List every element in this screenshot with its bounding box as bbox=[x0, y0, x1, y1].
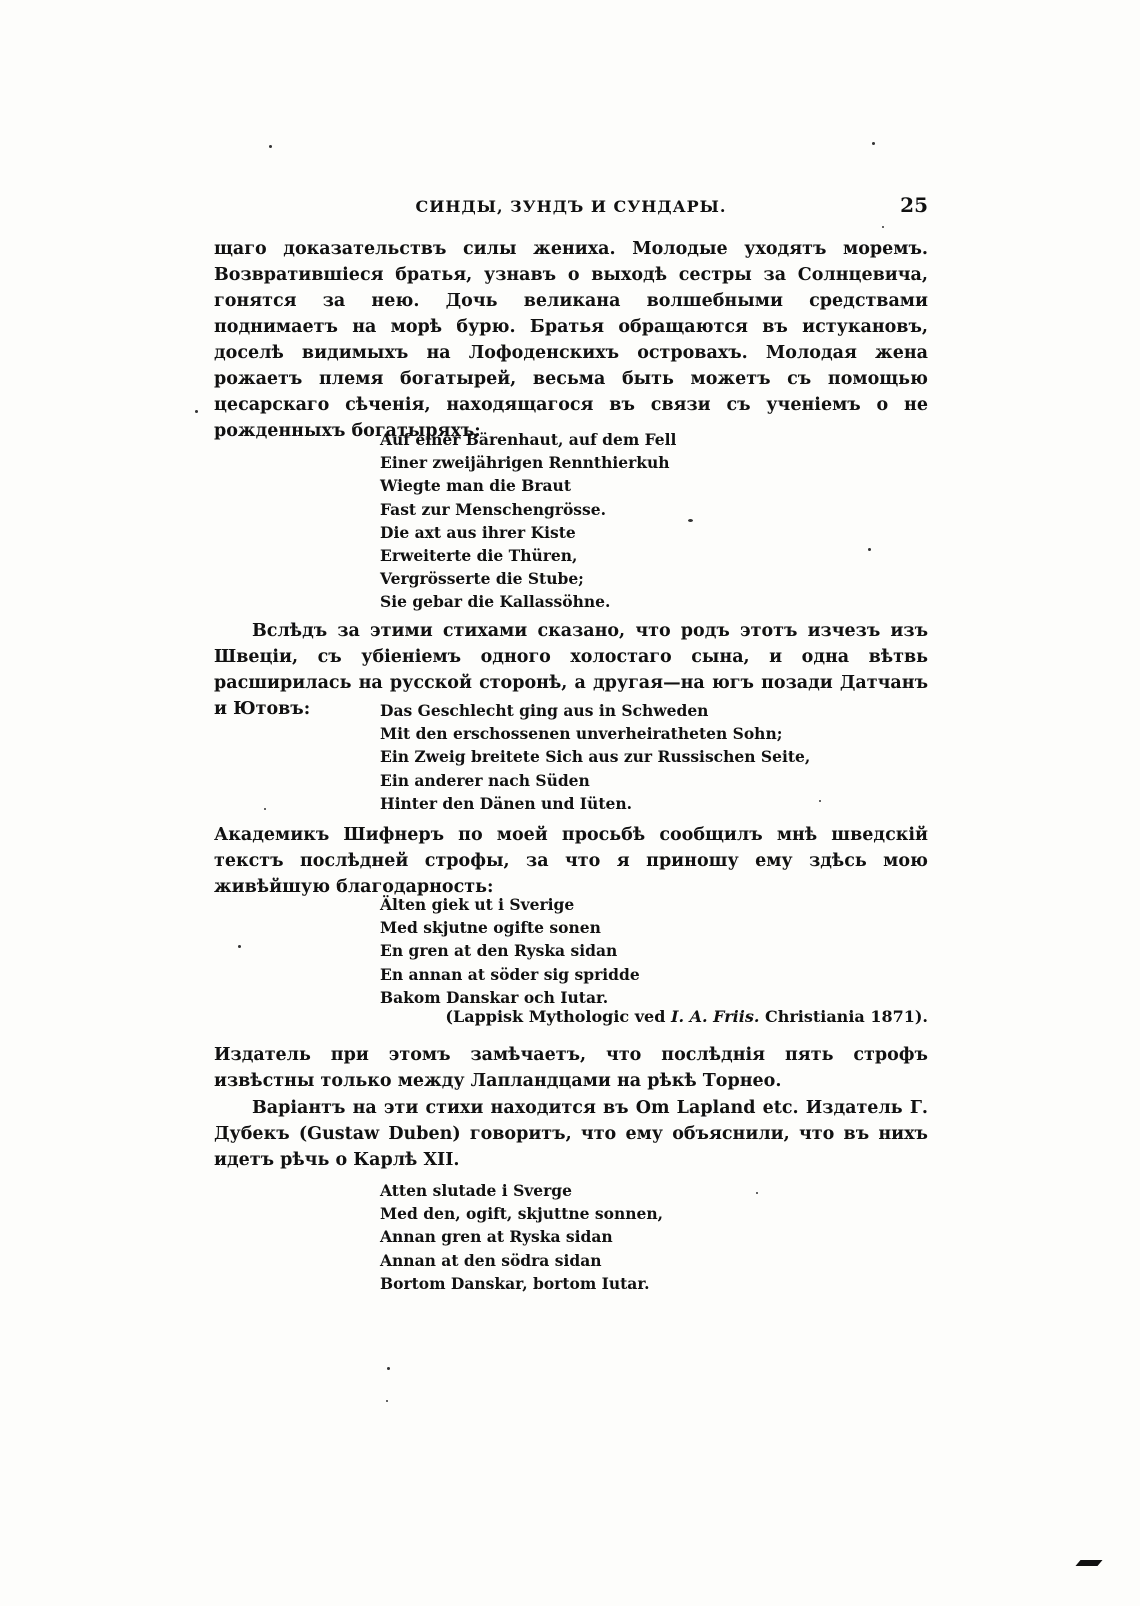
verse-line: Die axt aus ihrer Kiste bbox=[380, 522, 576, 542]
paragraph-4: Издатель при этомъ замѣчаетъ, что послѣднія пять строфъ извѣстны только между Лапландцами на рѣкѣ Торнео. bbox=[214, 1045, 928, 1091]
verse-line: Ein anderer nach Süden bbox=[380, 770, 590, 790]
verse-line: Hinter den Dänen und Iüten. bbox=[380, 793, 633, 813]
verse-line: Sie gebar die Kallassöhne. bbox=[380, 592, 611, 612]
scan-speck bbox=[819, 800, 821, 802]
verse-line: Erweiterte die Thüren, bbox=[380, 546, 578, 566]
verse-line: Mit den erschossenen unverheiratheten Sohn; bbox=[380, 724, 783, 744]
citation-author: I. A. Friis. bbox=[670, 1007, 760, 1026]
verse-line: Bakom Danskar och Iutar. bbox=[380, 987, 609, 1007]
citation-prefix: (Lappisk Mythologic ved bbox=[445, 1007, 671, 1026]
verse-line: Das Geschlecht ging aus in Schweden bbox=[380, 701, 709, 720]
scan-speck bbox=[269, 145, 272, 148]
verse-4 bbox=[380, 1179, 940, 1295]
scan-speck bbox=[386, 1400, 388, 1402]
scan-speck bbox=[872, 142, 875, 145]
scan-speck bbox=[868, 548, 871, 551]
scan-speck bbox=[756, 1192, 758, 1194]
scan-speck bbox=[264, 808, 266, 810]
paragraph-3: Академикъ Шифнеръ по моей просьбѣ сообщилъ мнѣ шведскій текстъ послѣдней строфы, за что я приношу ему здѣсь мою живѣйшую благодарность: bbox=[214, 825, 928, 897]
verse-3 bbox=[380, 893, 940, 1009]
running-title: СИНДЫ, ЗУНДЪ И СУНДАРЫ. bbox=[415, 197, 727, 216]
verse-line: Älten giek ut i Sverige bbox=[380, 895, 575, 914]
running-header bbox=[214, 193, 928, 223]
verse-line: En gren at den Ryska sidan bbox=[380, 941, 618, 961]
verse-line: Med skjutne ogifte sonen bbox=[380, 918, 601, 938]
scan-speck bbox=[195, 410, 198, 413]
paragraph-2: Вслѣдъ за этими стихами сказано, что родъ этотъ изчезъ изъ Швеціи, съ убіеніемъ одного холостаго сына, и одна вѣтвь расширилась на русской сторонѣ, а другая—на югъ позади Датчанъ и Ютовъ: bbox=[214, 621, 928, 719]
scan-speck bbox=[882, 226, 884, 228]
verse-line: Med den, ogift, skjuttne sonnen, bbox=[380, 1204, 664, 1224]
verse-line: Wiegte man die Braut bbox=[380, 476, 571, 496]
verse-1 bbox=[380, 428, 940, 614]
verse-line: Vergrösserte die Stube; bbox=[380, 569, 584, 589]
scan-speck bbox=[688, 519, 693, 522]
scan-speck bbox=[238, 945, 241, 948]
verse-line: Fast zur Menschengrösse. bbox=[380, 499, 607, 519]
page-corner-mark bbox=[1075, 1560, 1102, 1566]
verse-2 bbox=[380, 699, 940, 815]
citation-suffix: Christiania 1871). bbox=[759, 1007, 928, 1026]
citation bbox=[436, 1007, 928, 1026]
paragraph-5: Варіантъ на эти стихи находится въ Om Lapland etc. Издатель Г. Дубекъ (Gustaw Duben) говоритъ, что ему объяснили, что въ нихъ идетъ рѣчь о Карлѣ XII. bbox=[214, 1098, 928, 1170]
verse-line: Auf einer Bärenhaut, auf dem Fell bbox=[380, 430, 677, 449]
verse-line: Ein Zweig breitete Sich aus zur Russischen Seite, bbox=[380, 747, 811, 767]
verse-line: Atten slutade i Sverge bbox=[380, 1181, 572, 1200]
verse-line: Einer zweijährigen Rennthierkuh bbox=[380, 453, 670, 473]
page-number: 25 bbox=[900, 193, 928, 217]
paragraph-1: щаго доказательствъ силы жениха. Молодые уходятъ моремъ. Возвратившіеся братья, узнавъ о выходѣ сестры за Солнцевича, гонятся за нею. Дочь великана волшебными средствами поднимаетъ на морѣ бурю. Братья обращаются въ истукановъ, доселѣ видимыхъ на Лофоденскихъ островахъ. Молодая жена рожаетъ племя богатырей, весьма быть можетъ съ помощью цесарскаго сѣченія, находящагося въ связи съ ученіемъ о не рожденныхъ богатыряхъ: bbox=[214, 239, 928, 441]
verse-line: Annan gren at Ryska sidan bbox=[380, 1227, 613, 1247]
verse-line: Bortom Danskar, bortom Iutar. bbox=[380, 1273, 650, 1293]
scan-speck bbox=[387, 1367, 390, 1370]
verse-line: En annan at söder sig spridde bbox=[380, 964, 640, 984]
verse-line: Annan at den södra sidan bbox=[380, 1250, 602, 1270]
